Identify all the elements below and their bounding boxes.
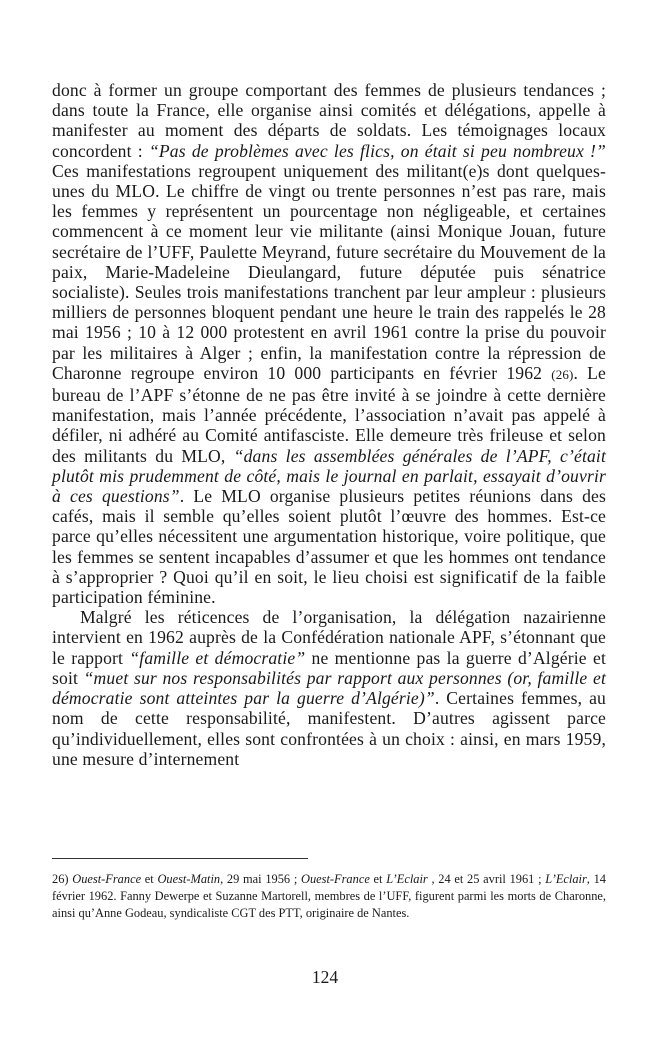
footnote-separator [52, 858, 308, 859]
paragraph-2 [52, 607, 606, 769]
page-number: 124 [311, 967, 339, 987]
fn-source-5: L’Eclair [545, 872, 587, 886]
fn-source-2: Ouest-Matin [157, 872, 221, 886]
p2-text-3: . Certaines femmes, au nom de cette responsabilité, manifestent. D’autres agissent parce qu’individuellement, elles sont confrontées à un choix : ainsi, en mars 1959, une mesure d’internement [52, 688, 606, 769]
fn-text-3: et [369, 872, 387, 886]
body-text [52, 80, 606, 769]
p1-text-3: . Le bureau de l’APF s’étonne de ne pas être invité à se joindre à cette dernière manifestation, mais l’année précédente, l’association n’avait pas appelé à défiler, ni adhéré au Comité antifasciste. Elle demeure très frileuse et selon des militants du MLO, [52, 362, 607, 466]
fn-text-1: et [141, 872, 158, 886]
p2-text-1: Malgré les réticences de l’organisation, la délégation nazairienne intervient en 1962 auprès de la Confédération nationale APF, s’étonnant que le rapport [52, 607, 606, 668]
p1-text-4: . Le MLO organise plusieurs petites réunions dans des cafés, mais il semble qu’elles soient plutôt l’œuvre des hommes. Est-ce parce qu’elles nécessitent une argumentation historique, voire politique, que les femmes se sentent incapables d’assumer et que les hommes ont tendance à s’approprier ? Quoi qu’il en soit, le lieu choisi est significatif de la faible participation féminine. [52, 486, 607, 608]
fn-source-4: L’Eclair [386, 872, 428, 886]
paragraph-1 [52, 80, 606, 607]
p2-text-2: ne mentionne pas la guerre d’Algérie et soit [52, 647, 606, 688]
p1-text-2: Ces manifestations regroupent uniquement des militant(e)s dont quelques-unes du MLO. Le chiffre de vingt ou trente personnes n’est pas rare, mais les femmes y représentent un pourcentage non négligeable, et certaines commencent à ce moment leur vie militante (ainsi Monique Jouan, future secrétaire de l’UFF, Paulette Meyrand, future secrétaire du Mouvement de la paix, Marie-Madeleine Dieulangard, future députée puis sénatrice socialiste). Seules trois manifestations tranchent par leur ampleur : plusieurs milliers de personnes bloquent pendant une heure le train des rappelés le 28 mai 1956 ; 10 à 12 000 protestent en avril 1961 contre la prise du pouvoir par les militaires à Alger ; enfin, la manifestation contre la répression de Charonne regroupe environ 10 000 participants en février 1962 [52, 160, 606, 383]
fn-source-1: Ouest-France [72, 872, 142, 886]
fn-source-3: Ouest-France [301, 872, 370, 886]
p1-text-1: donc à former un groupe comportant des femmes de plusieurs tendances ; dans toute la France, elle organise ainsi comités et délégations, appelle à manifester au moment des départs de soldats. Les témoignages locaux concordent : [52, 80, 606, 161]
footnote-26 [52, 871, 606, 923]
p1-quote-1: “Pas de problèmes avec les flics, on était si peu nombreux !” [148, 140, 606, 161]
p2-quote-2: “muet sur nos responsabilités par rapport aux personnes (or, famille et démocratie sont atteintes par la guerre d’Algérie)” [52, 667, 606, 709]
footnote-number: 26) [52, 872, 73, 886]
footnote-reference: (26) [551, 366, 574, 382]
fn-text-5: , 14 février 1962. Fanny Dewerpe et Suzanne Martorell, membres de l’UFF, figurent parmi les morts de Charonne, ainsi qu’Anne Godeau, syndicaliste CGT des PTT, originaire de Nantes. [52, 872, 607, 921]
page-body [52, 80, 606, 769]
p2-quote-1: “famille et démocratie” [129, 647, 306, 668]
fn-text-4: , 24 et 25 avril 1961 ; [427, 872, 546, 886]
p1-quote-2: “dans les assemblées générales de l’APF, c’était plutôt mis prudemment de côté, mais le journal en parlait, essayait d’ouvrir à ces questions” [52, 445, 607, 507]
fn-text-2: , 29 mai 1956 ; [220, 872, 301, 886]
